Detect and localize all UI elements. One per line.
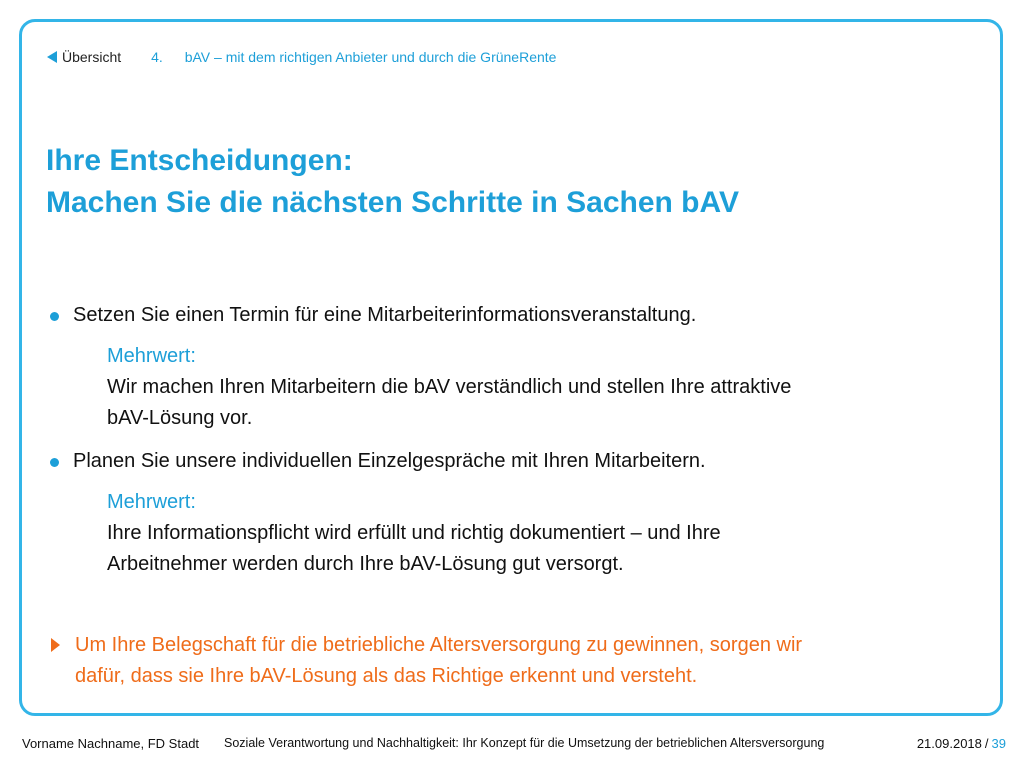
footer-page-info <box>917 736 1006 751</box>
chapter-title: bAV – mit dem richtigen Anbieter und durch die GrüneRente <box>184 49 557 65</box>
decision-list <box>46 300 966 592</box>
benefit-block <box>107 341 966 434</box>
benefit-label: Mehrwert: <box>107 491 196 513</box>
back-arrow-icon <box>46 50 58 64</box>
chapter-number: 4. <box>151 49 163 65</box>
title-line-1: Ihre Entscheidungen: <box>46 144 353 177</box>
title-line-2: Machen Sie die nächsten Schritte in Sachen bAV <box>46 186 739 219</box>
footer-author: Vorname Nachname, FD Stadt <box>22 736 200 751</box>
chapter-link[interactable] <box>151 49 556 65</box>
conclusion-line: Um Ihre Belegschaft für die betriebliche Altersversorgung zu gewinnen, sorgen wir <box>75 634 803 656</box>
arrow-right-icon <box>50 637 61 653</box>
footer-subject: Soziale Verantwortung und Nachhaltigkeit: Ihr Konzept für die Umsetzung der betrieblichen Altersversorgung <box>224 736 825 750</box>
benefit-text-line: Arbeitnehmer werden durch Ihre bAV-Lösung gut versorgt. <box>107 553 624 575</box>
conclusion-line: dafür, dass sie Ihre bAV-Lösung als das Richtige erkennt und versteht. <box>75 665 698 687</box>
bullet-text: Setzen Sie einen Termin für eine Mitarbeiterinformationsveranstaltung. <box>73 304 697 326</box>
breadcrumb <box>46 47 556 67</box>
page-title <box>46 140 739 224</box>
list-item <box>46 300 966 331</box>
page-number: 39 <box>991 736 1006 751</box>
benefit-text-line: bAV-Lösung vor. <box>107 407 253 429</box>
bullet-text: Planen Sie unsere individuellen Einzelgespräche mit Ihren Mitarbeitern. <box>73 450 706 472</box>
benefit-text-line: Ihre Informationspflicht wird erfüllt und richtig dokumentiert – und Ihre <box>107 522 721 544</box>
bullet-dot-icon <box>50 312 59 321</box>
overview-link-label: Übersicht <box>62 49 122 65</box>
list-item <box>46 446 966 477</box>
conclusion <box>46 630 976 692</box>
benefit-label: Mehrwert: <box>107 345 196 367</box>
overview-link[interactable] <box>46 49 121 65</box>
benefit-block <box>107 487 966 580</box>
footer-date: 21.09.2018 <box>916 736 982 751</box>
bullet-dot-icon <box>50 458 59 467</box>
footer-separator: / <box>984 736 989 751</box>
benefit-text-line: Wir machen Ihren Mitarbeitern die bAV verständlich und stellen Ihre attraktive <box>107 376 792 398</box>
